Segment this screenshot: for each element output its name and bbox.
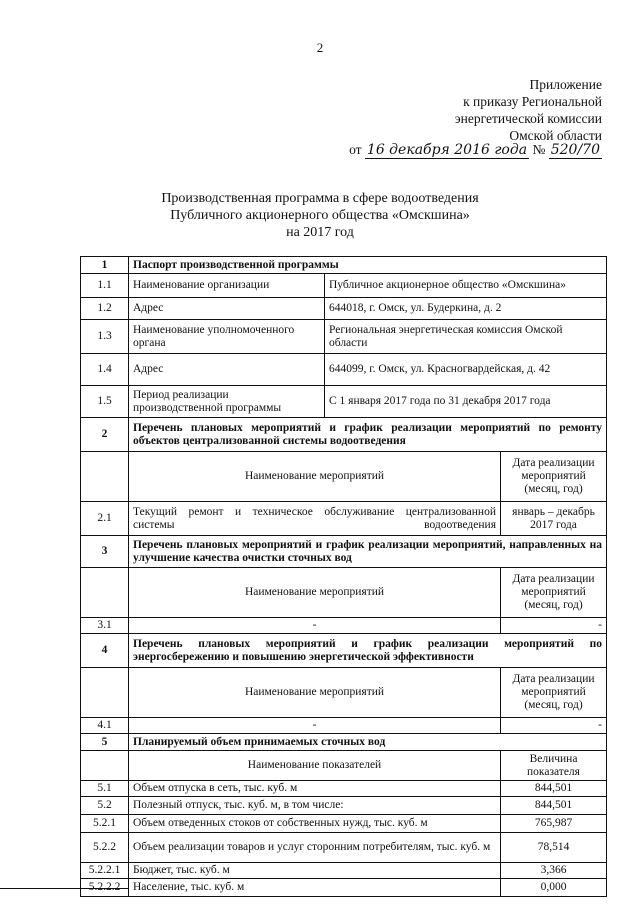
row-value: 644099, г. Омск, ул. Красногвардейская, д. 42 xyxy=(325,354,607,386)
row-number: 5.2.2.1 xyxy=(81,863,129,879)
row-number: 1.5 xyxy=(81,386,129,418)
table-row xyxy=(81,863,607,879)
row-name: Бюджет, тыс. куб. м xyxy=(129,863,501,879)
section-header-row xyxy=(81,734,607,751)
row-number: 5.1 xyxy=(81,781,129,797)
row-number: 1.1 xyxy=(81,274,129,298)
table-row xyxy=(81,781,607,797)
section-number: 4 xyxy=(81,634,129,668)
table-row xyxy=(81,298,607,320)
order-number-handwritten: 520/70 xyxy=(550,142,600,158)
order-line xyxy=(349,142,602,158)
column-header-row xyxy=(81,568,607,618)
row-date: - xyxy=(501,618,607,634)
row-number: 1.4 xyxy=(81,354,129,386)
column-header-name: Наименование мероприятий xyxy=(129,668,501,718)
column-header-date: Дата реализации мероприятий (месяц, год) xyxy=(501,568,607,618)
row-number: 5.2.2 xyxy=(81,833,129,863)
row-number: 2.1 xyxy=(81,502,129,536)
table-row xyxy=(81,797,607,815)
table-row xyxy=(81,833,607,863)
table-row xyxy=(81,879,607,897)
order-date-handwritten: 16 декабря 2016 года xyxy=(366,142,528,158)
column-header-row xyxy=(81,668,607,718)
column-header-date: Дата реализации мероприятий (месяц, год) xyxy=(501,668,607,718)
section-header-row xyxy=(81,418,607,452)
section-heading: Паспорт производственной программы xyxy=(129,257,607,274)
title-line: Производственная программа в сфере водоотведения xyxy=(161,191,479,206)
column-header-name: Наименование мероприятий xyxy=(129,568,501,618)
row-value: 0,000 xyxy=(501,879,607,897)
row-number: 5.2 xyxy=(81,797,129,815)
row-label: Наименование уполномоченного органа xyxy=(129,320,325,354)
row-value: С 1 января 2017 года по 31 декабря 2017 года xyxy=(325,386,607,418)
appendix-line: к приказу Региональной xyxy=(463,94,602,109)
appendix-line: энергетической комиссии xyxy=(454,111,602,126)
row-name: Полезный отпуск, тыс. куб. м, в том числе: xyxy=(129,797,501,815)
section-number: 3 xyxy=(81,536,129,568)
appendix-line: Омской области xyxy=(509,128,602,143)
column-header-date: Дата реализации мероприятий (месяц, год) xyxy=(501,452,607,502)
row-label: Адрес xyxy=(129,298,325,320)
document-title xyxy=(0,190,640,241)
blank-cell xyxy=(81,452,129,502)
row-date: январь – декабрь 2017 года xyxy=(501,502,607,536)
row-label: Наименование организации xyxy=(129,274,325,298)
section-number: 2 xyxy=(81,418,129,452)
row-value: Публичное акционерное общество «Омскшина» xyxy=(325,274,607,298)
row-name: - xyxy=(129,618,501,634)
section-heading: Перечень плановых мероприятий и график реализации мероприятий по ремонту объектов централизованной системы водоотведения xyxy=(129,418,607,452)
section-number: 1 xyxy=(81,257,129,274)
column-header-value: Величина показателя xyxy=(501,751,607,781)
row-number: 1.2 xyxy=(81,298,129,320)
table-row xyxy=(81,718,607,734)
row-name: Население, тыс. куб. м xyxy=(129,879,501,897)
page-number: 2 xyxy=(316,40,324,55)
row-date: - xyxy=(501,718,607,734)
column-header-name: Наименование мероприятий xyxy=(129,452,501,502)
table-row xyxy=(81,386,607,418)
row-value: 644018, г. Омск, ул. Будеркина, д. 2 xyxy=(325,298,607,320)
row-name: Объем реализации товаров и услуг сторонним потребителям, тыс. куб. м xyxy=(129,833,501,863)
appendix-block xyxy=(455,76,602,144)
row-name: Объем отпуска в сеть, тыс. куб. м xyxy=(129,781,501,797)
table-row xyxy=(81,274,607,298)
footnote-divider xyxy=(0,888,128,889)
table-row xyxy=(81,815,607,833)
section-header-row xyxy=(81,257,607,274)
column-header-row xyxy=(81,751,607,781)
blank-cell xyxy=(81,751,129,781)
section-heading: Перечень плановых мероприятий и график реализации мероприятий по энергосбережению и повышению энергетической эффективности xyxy=(129,634,607,668)
row-number: 3.1 xyxy=(81,618,129,634)
row-value: Региональная энергетическая комиссия Омской области xyxy=(325,320,607,354)
program-table xyxy=(80,256,607,897)
row-label: Адрес xyxy=(129,354,325,386)
order-number-label: № xyxy=(532,142,546,157)
row-name: Текущий ремонт и техническое обслуживание централизованной системы водоотведения xyxy=(129,502,501,536)
appendix-line: Приложение xyxy=(529,77,602,92)
row-value: 844,501 xyxy=(501,797,607,815)
row-number: 4.1 xyxy=(81,718,129,734)
section-heading: Перечень плановых мероприятий и график реализации мероприятий, направленных на улучшение качества очистки сточных вод xyxy=(129,536,607,568)
section-heading: Планируемый объем принимаемых сточных вод xyxy=(129,734,607,751)
row-value: 765,987 xyxy=(501,815,607,833)
row-number: 5.2.1 xyxy=(81,815,129,833)
blank-cell xyxy=(81,568,129,618)
section-number: 5 xyxy=(81,734,129,751)
row-name: Объем отведенных стоков от собственных нужд, тыс. куб. м xyxy=(129,815,501,833)
row-number: 1.3 xyxy=(81,320,129,354)
table-row xyxy=(81,618,607,634)
row-label: Период реализации производственной программы xyxy=(129,386,325,418)
table-row xyxy=(81,320,607,354)
row-value: 3,366 xyxy=(501,863,607,879)
title-line: Публичного акционерного общества «Омскшина» xyxy=(170,208,470,223)
title-line: на 2017 год xyxy=(286,225,354,240)
column-header-row xyxy=(81,452,607,502)
section-header-row xyxy=(81,536,607,568)
order-prefix: от xyxy=(349,142,362,157)
row-value: 78,514 xyxy=(501,833,607,863)
blank-cell xyxy=(81,668,129,718)
table-row xyxy=(81,354,607,386)
row-number: 5.2.2.2 xyxy=(81,879,129,897)
column-header-name: Наименование показателей xyxy=(129,751,501,781)
row-value: 844,501 xyxy=(501,781,607,797)
section-header-row xyxy=(81,634,607,668)
table-row xyxy=(81,502,607,536)
row-name: - xyxy=(129,718,501,734)
